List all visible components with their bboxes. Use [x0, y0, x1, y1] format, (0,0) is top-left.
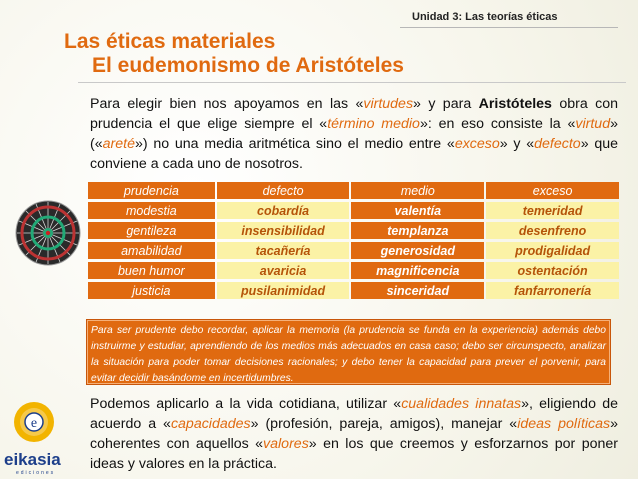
table-cell: ostentación [486, 262, 619, 279]
table-row [88, 282, 619, 299]
highlight-termino-medio: término medio [327, 116, 420, 132]
table-cell: pusilanimidad [217, 282, 350, 299]
header-divider [400, 27, 618, 28]
table-cell: valentía [351, 202, 484, 219]
table-cell: prodigalidad [486, 242, 619, 259]
slide-title: Las éticas materiales [64, 30, 276, 53]
text-run: » y para [413, 96, 479, 112]
highlight-ideas-politicas: ideas políticas [517, 416, 611, 432]
text-run: Para elegir bien nos apoyamos en las « [90, 96, 364, 112]
table-cell: magnificencia [351, 262, 484, 279]
table-cell: buen humor [88, 262, 215, 279]
table-cell: insensibilidad [217, 222, 350, 239]
unit-label: Unidad 3: Las teorías éticas [412, 11, 558, 23]
slide-subtitle: El eudemonismo de Aristóteles [92, 54, 404, 77]
text-run: » y « [499, 136, 535, 152]
title-divider [78, 82, 626, 83]
table-cell: generosidad [351, 242, 484, 259]
logo-subtitle: ediciones [16, 470, 56, 476]
table-row [88, 222, 619, 239]
table-cell: modestia [88, 202, 215, 219]
logo-name: eikasia [4, 450, 61, 469]
table-cell: cobardía [217, 202, 350, 219]
table-row [88, 202, 619, 219]
highlight-virtud: virtud [575, 116, 611, 132]
table-header-row [88, 182, 619, 199]
table-cell: desenfreno [486, 222, 619, 239]
table-cell: justicia [88, 282, 215, 299]
table-row [88, 262, 619, 279]
text-run: » (« [90, 116, 618, 152]
logo-letter: e [30, 416, 38, 431]
intro-paragraph [90, 94, 618, 174]
text-run: ») no una media aritmética sino el medio entre « [134, 136, 455, 152]
highlight-virtudes: virtudes [363, 96, 414, 112]
table-cell: gentileza [88, 222, 215, 239]
text-run: »: en eso consiste la « [419, 116, 576, 132]
bold-aristoteles: Aristóteles [478, 96, 552, 112]
virtues-table [86, 179, 621, 302]
text-run: » que conviene a cada uno de nosotros. [90, 136, 618, 172]
table-cell: tacañería [217, 242, 350, 259]
highlight-exceso: exceso [454, 136, 500, 152]
table-cell: avaricia [217, 262, 350, 279]
text-run: » coherentes con aquellos « [90, 416, 619, 452]
table-row [88, 242, 619, 259]
application-paragraph [90, 394, 618, 474]
text-run: » en los que creemos y esforzarnos por poner ideas y valores en la práctica. [90, 436, 618, 472]
text-run: » (profesión, pareja, amigos), manejar « [250, 416, 518, 432]
highlight-capacidades: capacidades [170, 416, 251, 432]
table-cell: sinceridad [351, 282, 484, 299]
header-cell: exceso [486, 182, 619, 199]
table-cell: fanfarronería [486, 282, 619, 299]
dartboard-icon [15, 200, 81, 266]
highlight-arete: areté [102, 136, 135, 152]
header-cell: medio [351, 182, 484, 199]
text-run: obra con prudencia el que elige siempre el « [90, 96, 618, 132]
highlight-cualidades-innatas: cualidades innatas [401, 396, 522, 412]
highlight-defecto: defecto [534, 136, 581, 152]
header-cell: prudencia [88, 182, 215, 199]
text-run: Podemos aplicarlo a la vida cotidiana, utilizar « [90, 396, 402, 412]
table-cell: temeridad [486, 202, 619, 219]
table-cell: templanza [351, 222, 484, 239]
prudence-note: Para ser prudente debo recordar, aplicar la memoria (la prudencia se funda en la experiencia) además debo instruirme y estudiar, aprendiendo de los medios más adecuados en casa caso; debo ser circunspecto, analizar la situación para poder tomar decisiones racionales; y debo tener la capacidad para prever el porvenir, para evitar decidir basándome en incertidumbres. [86, 319, 611, 385]
highlight-valores: valores [263, 436, 309, 452]
header-cell: defecto [217, 182, 350, 199]
table-cell: amabilidad [88, 242, 215, 259]
text-run: », eligiendo de acuerdo a « [90, 396, 619, 432]
